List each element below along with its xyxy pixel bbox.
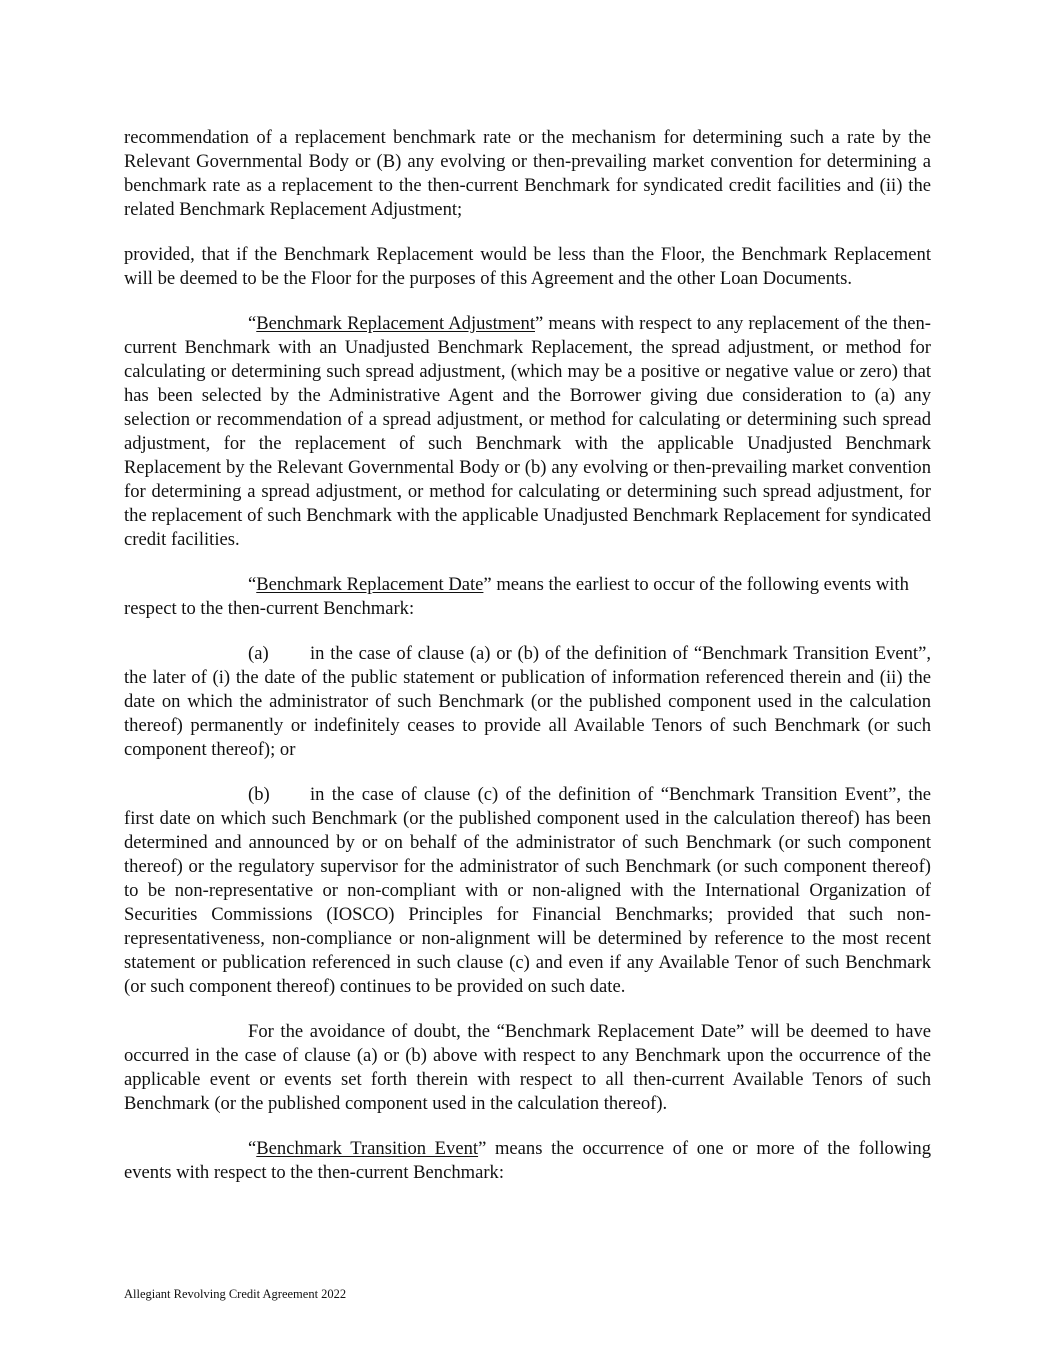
clause-label: (a) bbox=[248, 643, 269, 664]
paragraph-proviso: provided, that if the Benchmark Replacement would be less than the Floor, the Benchmark Replacement will be deemed to be the Floor for the purposes of this Agreement and the other Loan Documents. bbox=[124, 244, 931, 289]
paragraph-continuation: recommendation of a replacement benchmark rate or the mechanism for determining such a rate by the Relevant Governmental Body or (B) any evolving or then-prevailing market convention for determining a benchmark rate as a replacement to the then-current Benchmark for syndicated credit facilities and (ii) the related Benchmark Replacement Adjustment; bbox=[124, 127, 931, 220]
definition-benchmark-replacement-adjustment: “Benchmark Replacement Adjustment” means with respect to any replacement of the then-current Benchmark with an Unadjusted Benchmark Replacement, the spread adjustment, or method for calculating or determining such spread adjustment, (which may be a positive or negative value or zero) that has been selected by the Administrative Agent and the Borrower giving due consideration to (a) any selection or recommendation of a spread adjustment, or method for calculating or determining such spread adjustment, for the replacement of such Benchmark with the applicable Unadjusted Benchmark Replacement by the Relevant Governmental Body or (b) any evolving or then-prevailing market convention for determining a spread adjustment, or method for calculating or determining such spread adjustment, for the replacement of such Benchmark with the applicable Unadjusted Benchmark Replacement for syndicated credit facilities. bbox=[124, 313, 931, 550]
definition-benchmark-transition-event: “Benchmark Transition Event” means the occurrence of one or more of the following events with respect to the then-current Benchmark: bbox=[124, 1138, 932, 1183]
definition-benchmark-replacement-date: “Benchmark Replacement Date” means the earliest to occur of the following events with respect to the then-current Benchmark: bbox=[124, 574, 909, 619]
page-footer: Allegiant Revolving Credit Agreement 2022 bbox=[124, 1287, 347, 1301]
clause-label: (b) bbox=[248, 784, 270, 805]
defined-term: Benchmark Replacement Date bbox=[256, 574, 484, 595]
defined-term: Benchmark Replacement Adjustment bbox=[256, 313, 535, 334]
paragraph-avoidance-of-doubt: For the avoidance of doubt, the “Benchmark Replacement Date” will be deemed to have occurred in the case of clause (a) or (b) above with respect to any Benchmark upon the occurrence of the applicable event or events set forth therein with respect to all then-current Available Tenors of such Benchmark (or the published component used in the calculation thereof). bbox=[124, 1021, 931, 1114]
clause-b: (b) in the case of clause (c) of the definition of “Benchmark Transition Event”, the first date on which such Benchmark (or the published component used in the calculation thereof) has been determined and announced by or on behalf of the administrator of such Benchmark (or such component thereof) or the regulatory supervisor for the administrator of such Benchmark (or such component thereof) to be non-representative or non-compliant with or non-aligned with the International Organization of Securities Commissions (IOSCO) Principles for Financial Benchmarks; provided that such non-representativeness, non-compliance or non-alignment will be determined by reference to the most recent statement or publication referenced in such clause (c) and even if any Available Tenor of such Benchmark (or such component thereof) continues to be provided on such date. bbox=[124, 784, 931, 997]
document-page bbox=[124, 126, 931, 1206]
defined-term: Benchmark Transition Event bbox=[256, 1138, 479, 1159]
clause-a: (a) in the case of clause (a) or (b) of the definition of “Benchmark Transition Event”, the later of (i) the date of the public statement or publication of information referenced therein and (ii) the date on which the administrator of such Benchmark (or the published component used in the calculation thereof) permanently or indefinitely ceases to provide all Available Tenors of such Benchmark (or such component thereof); or bbox=[124, 643, 931, 760]
